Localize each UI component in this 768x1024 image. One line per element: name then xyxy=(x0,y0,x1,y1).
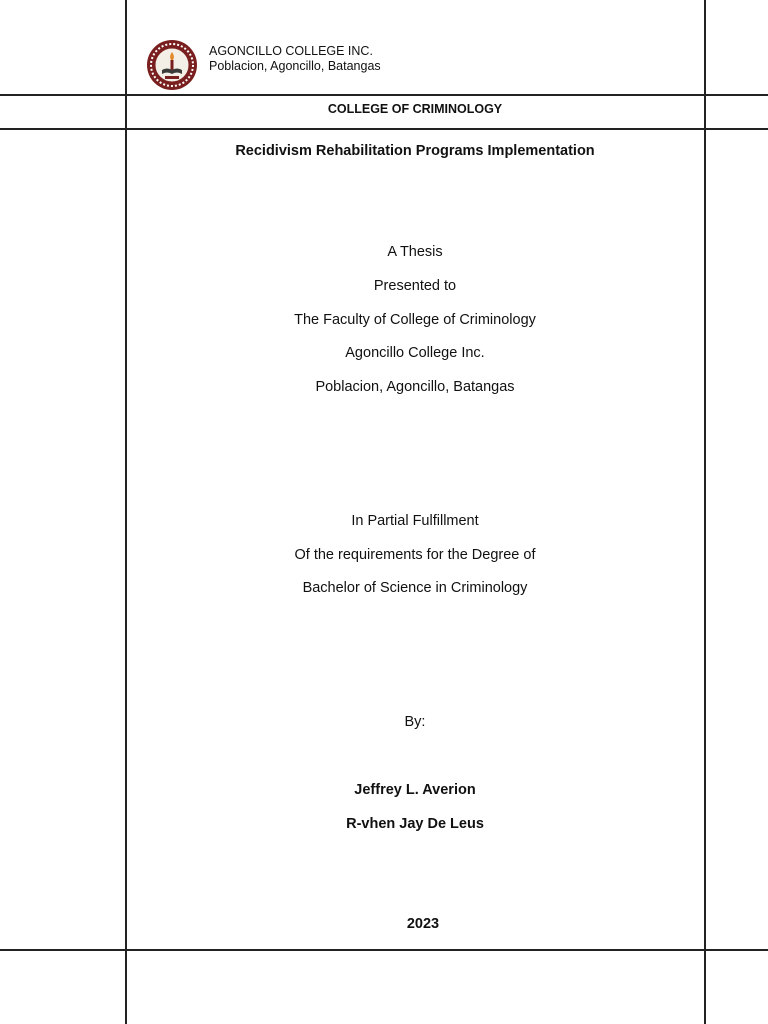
fulfillment-line: In Partial Fulfillment xyxy=(351,513,479,529)
institution-address: Poblacion, Agoncillo, Batangas xyxy=(209,59,381,73)
department-title: COLLEGE OF CRIMINOLOGY xyxy=(327,102,503,116)
thesis-title: Recidivism Rehabilitation Programs Implementation xyxy=(235,143,595,159)
year: 2023 xyxy=(406,916,440,932)
header-bottom-rule xyxy=(0,128,768,130)
presentation-line: The Faculty of College of Criminology xyxy=(294,312,536,328)
presentation-line: Poblacion, Agoncillo, Batangas xyxy=(315,379,515,395)
header-top-rule xyxy=(0,94,768,96)
footer-rule xyxy=(0,949,768,951)
author-name: Jeffrey L. Averion xyxy=(354,782,476,798)
college-seal-icon xyxy=(146,39,198,91)
presentation-line: A Thesis xyxy=(387,244,443,260)
by-label: By: xyxy=(404,714,426,730)
fulfillment-line: Of the requirements for the Degree of xyxy=(294,547,536,563)
institution-header xyxy=(209,44,381,74)
institution-name: AGONCILLO COLLEGE INC. xyxy=(209,44,373,58)
presentation-line: Agoncillo College Inc. xyxy=(345,345,485,361)
fulfillment-line: Bachelor of Science in Criminology xyxy=(302,580,528,596)
presentation-line: Presented to xyxy=(373,278,457,294)
author-name: R-vhen Jay De Leus xyxy=(346,816,484,832)
right-border-line xyxy=(704,0,706,1024)
